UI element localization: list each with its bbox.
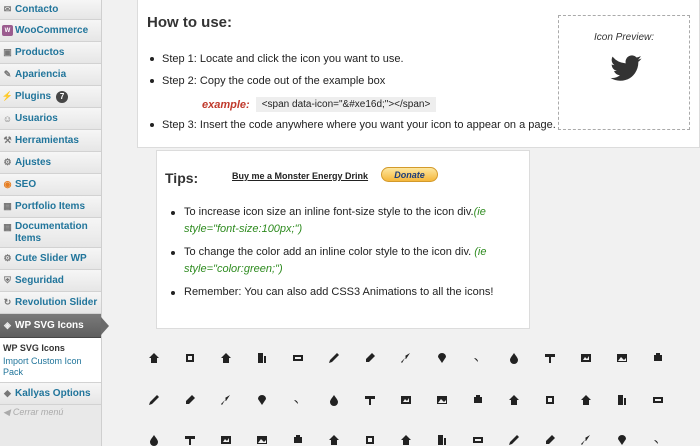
- tip-3-text: Remember: You can also add CSS3 Animations to all the icons!: [184, 286, 494, 298]
- tip-2-example: (ie style="color:green;"): [184, 246, 487, 275]
- grid-icon[interactable]: [652, 434, 664, 446]
- settings-icon: ⚙: [3, 157, 12, 167]
- grid-icon[interactable]: [580, 352, 592, 364]
- tip-2-text: To change the color add an inline color style to the icon div.: [184, 246, 472, 258]
- brush-icon: ✎: [3, 69, 12, 79]
- grid-icon[interactable]: [508, 434, 520, 446]
- grid-icon[interactable]: [328, 434, 340, 446]
- grid-icon[interactable]: [148, 352, 160, 364]
- grid-icon[interactable]: [472, 434, 484, 446]
- slider-icon: ⚙: [3, 253, 12, 263]
- options-icon: ◆: [4, 388, 11, 398]
- icon-preview-label: Icon Preview:: [593, 32, 655, 43]
- grid-icon[interactable]: [292, 394, 304, 406]
- menu-usuarios[interactable]: ☺ Usuarios: [0, 108, 101, 130]
- main-content: [101, 0, 700, 446]
- menu-contacto[interactable]: ✉ Contacto: [0, 0, 101, 20]
- grid-icon[interactable]: [472, 352, 484, 364]
- example-row: [202, 97, 436, 112]
- grid-icon[interactable]: [436, 394, 448, 406]
- grid-icon[interactable]: [400, 434, 412, 446]
- menu-portfolio-items[interactable]: ▦ Portfolio Items: [0, 196, 101, 218]
- grid-icon[interactable]: [544, 352, 556, 364]
- grid-icon[interactable]: [220, 394, 232, 406]
- grid-icon[interactable]: [184, 352, 196, 364]
- how-to-panel: [137, 0, 700, 148]
- wrench-icon: ⚒: [3, 135, 12, 145]
- menu-apariencia[interactable]: ✎ Apariencia: [0, 64, 101, 86]
- menu-seguridad[interactable]: ⛨ Seguridad: [0, 270, 101, 292]
- grid-icon[interactable]: [400, 352, 412, 364]
- grid-icon[interactable]: [400, 394, 412, 406]
- menu-woocommerce[interactable]: W WooCommerce: [0, 20, 101, 42]
- example-code-box[interactable]: <span data-icon="&#xe16d;"></span>: [256, 97, 437, 112]
- menu-documentation-items[interactable]: ▦ Documentation Items: [0, 218, 101, 248]
- grid-icon[interactable]: [220, 352, 232, 364]
- envelope-icon: ✉: [3, 4, 12, 14]
- step-1: Step 1: Locate and click the icon you want to use.: [150, 53, 404, 65]
- seo-icon: ◉: [3, 179, 12, 189]
- menu-productos[interactable]: ▣ Productos: [0, 42, 101, 64]
- tip-font-size: [171, 204, 517, 238]
- tip-1-text: To increase icon size an inline font-size style to the icon div.: [184, 206, 474, 218]
- grid-icon[interactable]: [472, 394, 484, 406]
- monster-energy-link[interactable]: Buy me a Monster Energy Drink: [232, 171, 369, 181]
- menu-plugins[interactable]: ⚡ Plugins 7: [0, 86, 101, 108]
- grid-icon: ▦: [3, 221, 12, 232]
- grid-icon[interactable]: [436, 352, 448, 364]
- grid-icon[interactable]: [436, 434, 448, 446]
- collapse-icon: ◀: [3, 406, 10, 417]
- grid-icon[interactable]: [256, 352, 268, 364]
- grid-icon[interactable]: [328, 394, 340, 406]
- admin-sidebar: [0, 0, 102, 446]
- woo-icon: W: [2, 25, 13, 36]
- user-icon: ☺: [2, 113, 13, 124]
- plug-icon: ⚡: [1, 91, 14, 101]
- grid-icon[interactable]: [364, 394, 376, 406]
- grid-icon[interactable]: [508, 394, 520, 406]
- grid-icon[interactable]: [148, 394, 160, 406]
- tips-title: Tips:: [165, 170, 199, 186]
- twitter-bird-icon: [609, 52, 643, 86]
- grid-icon[interactable]: [508, 352, 520, 364]
- grid-icon[interactable]: [652, 352, 664, 364]
- step-2: Step 2: Copy the code out of the example box: [150, 75, 385, 87]
- grid-icon[interactable]: [364, 434, 376, 446]
- grid-icon[interactable]: [616, 352, 628, 364]
- collapse-menu[interactable]: ◀ Cerrar menú: [3, 406, 64, 417]
- grid-icon[interactable]: [292, 434, 304, 446]
- grid-icon[interactable]: [580, 434, 592, 446]
- grid-icon[interactable]: [292, 352, 304, 364]
- tip-color: [171, 244, 517, 278]
- example-label: example:: [202, 98, 250, 111]
- menu-seo[interactable]: ◉ SEO: [0, 174, 101, 196]
- grid-icon[interactable]: [544, 394, 556, 406]
- tip-animations: [171, 284, 517, 301]
- menu-cute-slider[interactable]: ⚙ Cute Slider WP: [0, 248, 101, 270]
- grid-icon: ▦: [3, 201, 12, 211]
- grid-icon[interactable]: [184, 394, 196, 406]
- grid-icon[interactable]: [220, 434, 232, 446]
- box-icon: ▣: [3, 47, 12, 57]
- how-to-title: How to use:: [147, 14, 232, 31]
- tips-panel: [156, 150, 530, 329]
- menu-revolution-slider[interactable]: ↻ Revolution Slider: [0, 292, 101, 314]
- submenu-import-icon-pack[interactable]: Import Custom Icon Pack: [3, 356, 82, 377]
- shield-icon: ⛨: [4, 275, 11, 285]
- menu-wp-svg-icons[interactable]: ◈ WP SVG Icons: [0, 314, 101, 338]
- step-3: Step 3: Insert the code anywhere where you want your icon to appear on a page.: [150, 119, 556, 131]
- grid-icon[interactable]: [184, 434, 196, 446]
- grid-icon[interactable]: [544, 434, 556, 446]
- grid-icon[interactable]: [328, 352, 340, 364]
- tip-1-example: (ie style="font-size:100px;"): [184, 206, 486, 235]
- icon-grid: [101, 345, 700, 446]
- grid-icon[interactable]: [652, 394, 664, 406]
- icon-preview-box: [558, 15, 690, 130]
- submenu: [0, 338, 101, 383]
- grid-icon[interactable]: [364, 352, 376, 364]
- grid-icon[interactable]: [580, 394, 592, 406]
- grid-icon[interactable]: [616, 434, 628, 446]
- svg-icon: ◈: [4, 320, 11, 330]
- update-count-badge: 7: [56, 91, 68, 103]
- submenu-wp-svg-icons[interactable]: WP SVG Icons: [3, 343, 65, 353]
- menu-ajustes[interactable]: ⚙ Ajustes: [0, 152, 101, 174]
- donate-button[interactable]: Donate: [381, 167, 438, 182]
- menu-herramientas[interactable]: ⚒ Herramientas: [0, 130, 101, 152]
- refresh-icon: ↻: [3, 297, 12, 307]
- grid-icon[interactable]: [148, 434, 160, 446]
- menu-kallyas-options[interactable]: ◆ Kallyas Options: [0, 383, 101, 405]
- grid-icon[interactable]: [616, 394, 628, 406]
- grid-icon[interactable]: [256, 434, 268, 446]
- grid-icon[interactable]: [256, 394, 268, 406]
